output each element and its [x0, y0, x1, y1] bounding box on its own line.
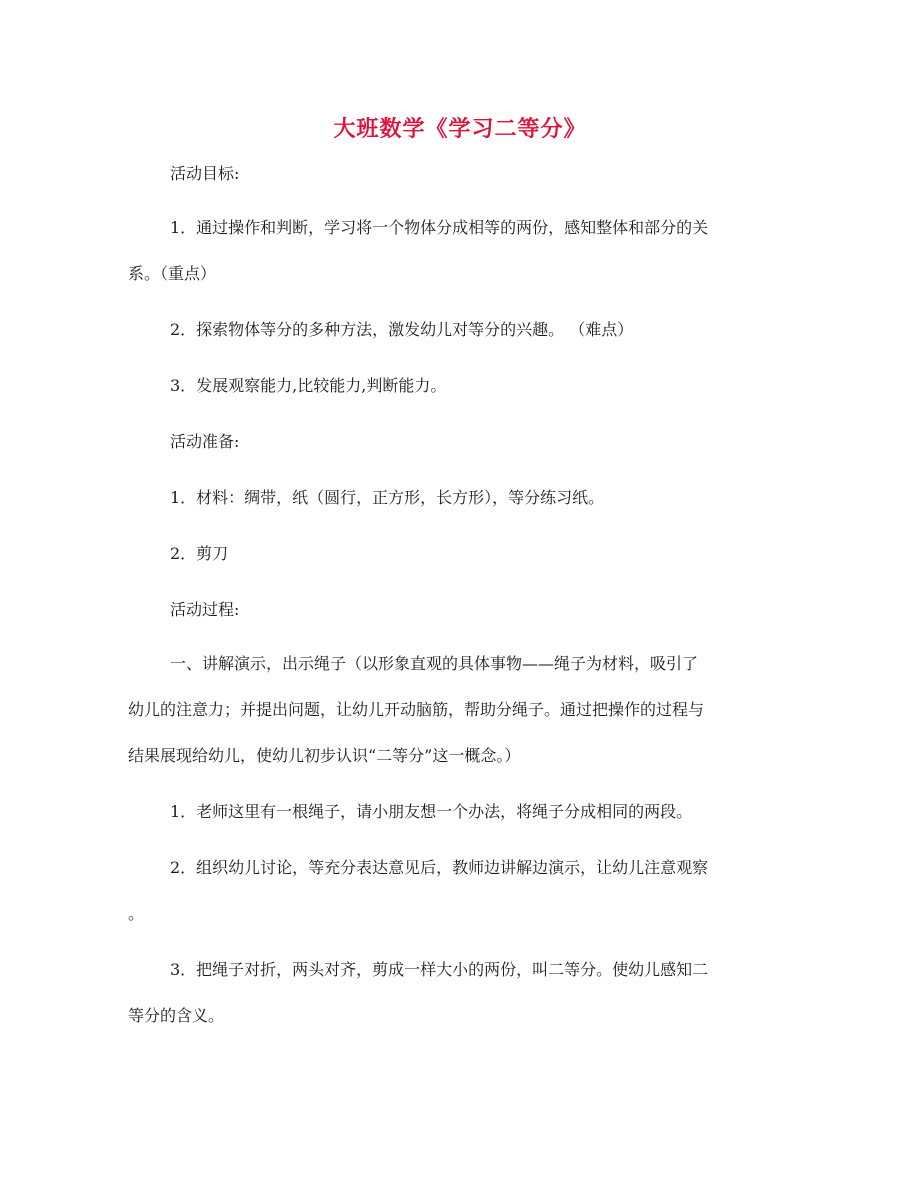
- process-intro-line-1: 一、讲解演示，出示绳子（以形象直观的具体事物——绳子为材料，吸引了: [170, 654, 699, 673]
- goal-3: 3．发展观察能力,比较能力,判断能力。: [170, 376, 447, 395]
- process-step-2-line-1: 2．组织幼儿讨论，等充分表达意见后，教师边讲解边演示，让幼儿注意观察: [170, 858, 709, 877]
- section-heading-preparation: 活动准备:: [170, 432, 240, 451]
- goal-2: 2．探索物体等分的多种方法，激发幼儿对等分的兴趣。 （难点）: [170, 320, 634, 339]
- process-intro-line-3: 结果展现给幼儿，使幼儿初步认识“二等分”这一概念。）: [128, 746, 521, 765]
- preparation-1: 1．材料：绸带，纸（圆行，正方形，长方形），等分练习纸。: [170, 488, 605, 507]
- process-step-3-line-1: 3．把绳子对折，两头对齐，剪成一样大小的两份，叫二等分。使幼儿感知二: [170, 960, 709, 979]
- process-step-2-line-2: 。: [128, 904, 145, 923]
- document-title: 大班数学《学习二等分》: [333, 117, 587, 142]
- process-intro-line-2: 幼儿的注意力；并提出问题，让幼儿开动脑筋，帮助分绳子。通过把操作的过程与: [128, 700, 705, 719]
- section-heading-goals: 活动目标:: [170, 164, 240, 183]
- process-step-3-line-2: 等分的含义。: [128, 1006, 225, 1025]
- process-step-1: 1．老师这里有一根绳子，请小朋友想一个办法，将绳子分成相同的两段。: [170, 802, 693, 821]
- section-heading-process: 活动过程:: [170, 600, 240, 619]
- preparation-2: 2．剪刀: [170, 544, 229, 563]
- goal-1-line-2: 系。（重点）: [128, 264, 217, 283]
- goal-1-line-1: 1．通过操作和判断，学习将一个物体分成相等的两份，感知整体和部分的关: [170, 218, 709, 237]
